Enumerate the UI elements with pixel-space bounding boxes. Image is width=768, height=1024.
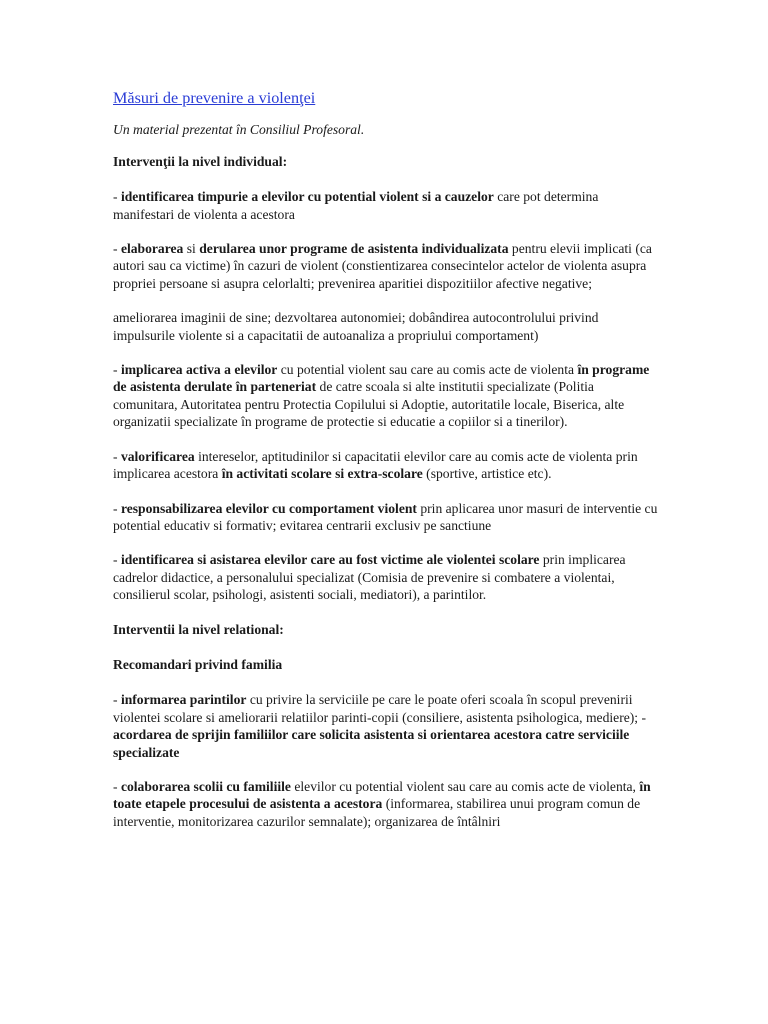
body-paragraph (113, 361, 658, 431)
bold-text-run: informarea parintilor (120, 692, 247, 708)
text-run: - (113, 448, 121, 464)
text-run: - (113, 362, 121, 378)
section-heading-relational: Interventii la nivel relational: (113, 621, 284, 637)
body-paragraph (113, 778, 658, 830)
bold-text-run: în activitati scolare si extra-scolare (221, 466, 423, 482)
bold-text-run: derularea unor programe de asistenta individualizata (199, 241, 509, 257)
bold-text-run: valorificarea (120, 448, 195, 464)
text-run: care pot determina manifestari de violenta a acestora (113, 189, 599, 222)
bold-text-run: elaborarea (120, 241, 184, 257)
text-run: cu privire la serviciile pe care le poate oferi scoala în scopul prevenirii violentei scolare si ameliorarii relatiilor parinti-copii (consiliere, asistenta psihologica, mediere); - (113, 692, 646, 725)
text-run: (sportive, artistice etc). (422, 466, 552, 482)
section-heading-individual: Intervenţii la nivel individual: (113, 153, 288, 169)
body-paragraph (113, 691, 658, 761)
bold-text-run: acordarea de sprijin familiilor care solicita asistenta si orientarea acestora catre serviciile specializate (113, 727, 630, 760)
body-paragraph (113, 448, 658, 483)
text-run: - (113, 692, 121, 708)
bold-text-run: identificarea timpurie a elevilor cu potential violent si a cauzelor (120, 189, 494, 205)
document-title-link[interactable]: Măsuri de prevenire a violenţei (113, 89, 316, 107)
text-run: - (113, 552, 121, 568)
body-paragraph (113, 309, 658, 344)
text-run: intereselor, aptitudinilor si capacitatii elevilor care au comis acte de violenta prin implicarea acestora (113, 448, 638, 482)
individual-paragraphs (113, 188, 658, 603)
text-run: cu potential violent sau care au comis acte de violenta (277, 362, 578, 378)
bold-text-run: identificarea si asistarea elevilor care au fost victime ale violentei scolare (120, 552, 540, 568)
text-run: - (113, 500, 121, 516)
text-run: pentru elevii implicati (ca autori sau ca victime) în cazuri de violent (constientizarea consecintelor actelor de violenta asupra propriei persoane si asupra celorlalti; prevenirea aparitiei dispozitiilor afective negative; (113, 241, 652, 291)
text-run: - (113, 189, 121, 205)
text-run: prin implicarea cadrelor didactice, a personalului specializat (Comisia de prevenire si combatere a violentai, consilierul scolar, psihologi, asistenti sociali, mediatori), a parintilor. (113, 552, 626, 603)
text-run: (informarea, stabilirea unui program comun de interventie, monitorizarea cazurilor semnalate); organizarea de întâlniri (113, 796, 641, 829)
text-run: elevilor cu potential violent sau care au comis acte de violenta, (290, 778, 640, 794)
text-run: ameliorarea imaginii de sine; dezvoltarea autonomiei; dobândirea autocontrolului privind impulsurile violente si a capacitatii de autoanaliza a propriului comportament) (113, 310, 599, 343)
bold-text-run: implicarea activa a elevilor (120, 362, 278, 378)
text-run: de catre scoala si alte institutii specializate (Politia comunitara, Autoritatea pentru Protectia Copilului si Adoptie, autoritatile locale, Biserica, alte organizatii specializate în programe de protectie si educatie a copiilor si a tinerilor). (113, 379, 625, 430)
body-paragraph (113, 500, 658, 535)
bold-text-run: în toate etapele procesului de asistenta a acestora (113, 778, 651, 812)
document-subtitle: Un material prezentat în Consiliul Profesoral. (113, 122, 365, 138)
family-paragraphs (113, 691, 658, 830)
bold-text-run: în programe de asistenta derulate în parteneriat (113, 362, 650, 395)
bold-text-run: colaborarea scolii cu familiile (120, 778, 291, 794)
text-run: prin aplicarea unor masuri de interventie cu potential educativ si formativ; evitarea centrarii exclusiv pe sanctiune (113, 500, 658, 533)
body-paragraph (113, 240, 658, 292)
body-paragraph (113, 188, 658, 223)
document-content (113, 90, 658, 847)
bold-text-run: responsabilizarea elevilor cu comportament violent (120, 500, 417, 516)
text-run: si (183, 241, 200, 257)
text-run: - (113, 778, 121, 794)
body-paragraph (113, 551, 658, 603)
text-run: - (113, 241, 121, 257)
section-heading-family: Recomandari privind familia (113, 656, 283, 672)
